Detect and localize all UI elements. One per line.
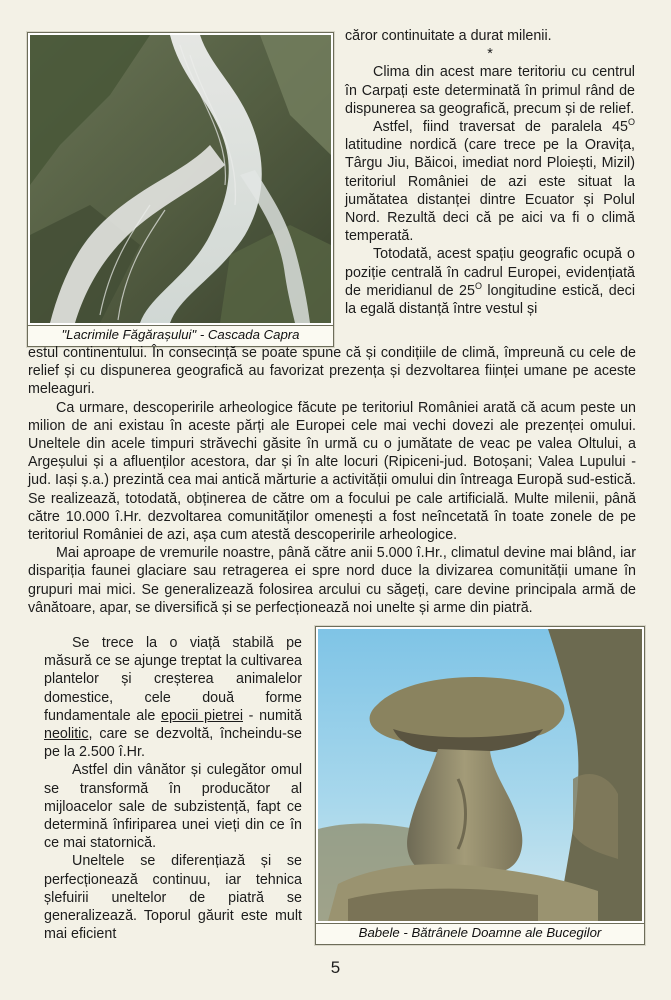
paragraph-neolithic: Se trece la o viață stabilă pe măsură ce se ajunge treptat la cultivarea plantelor și creșterea animalelor domestice, cele două forme fundamentale ale epocii pietrei - numită neolitic, care se dezvoltă, încheindu-se pe la 2.500 î.Hr.: [44, 635, 302, 761]
waterfall-figure: [27, 32, 334, 347]
section-separator: *: [487, 46, 493, 63]
paragraph-producer: Astfel din vânător și culegător omul se transformă în producător al mijloacelor sale de subzistență, fapt ce determină înfiriparea unei vieți din ce în ce mai statornică.: [44, 762, 302, 852]
waterfall-caption: "Lacrimile Făgărașului" - Cascada Capra: [28, 325, 333, 346]
babele-caption: Babele - Bătrânele Doamne ale Bucegilor: [316, 923, 644, 944]
paragraph-archaeology: Ca urmare, descoperirile arheologice făcute pe teritoriul României arată că acum peste un milion de ani existau în aceste părți ale Europei cele mai vechi dovezi ale prezenței omului. Uneltele din acele timpuri străvechi găsite în urmă cu o jumătate de veac pe valea Oltului, a Argeșului și a afluenților acestora, dar și în alte locuri (Ripiceni-jud. Botoșani; Valea Lupului - jud. Iași ș.a.) prezintă cea mai antică mărturie a activității omului din întreaga Europă sud-estică. Se realizează, totodată, obținerea de către om a focului pe cale artificială. Multe milenii, până către 10.000 î.Hr. dezvoltarea comunităților omenești a fost neîncetată în toate zonele de pe teritoriul României de azi, așa cum atestă descoperirile arheologice.: [28, 399, 636, 544]
babele-figure: [315, 626, 645, 945]
continuation-line: căror continuitate a durat milenii.: [345, 28, 552, 44]
babele-photo: [318, 629, 642, 921]
paragraph-climate-change: Mai aproape de vremurile noastre, până către anii 5.000 î.Hr., climatul devine mai blând, iar dispariția faunei glaciare sau retragerea ei spre nord duce la divizarea comunității umane în grupuri mai mici. Se generalizează folosirea arcului cu săgeți, care devine principala armă de vânătoare, apar, se diversifică și se perfecționează noi unelte și arme din piatră.: [28, 545, 636, 616]
term-stone-age: epocii pietrei: [161, 707, 243, 724]
full-width-text: [28, 344, 636, 617]
term-neolithic: neolitic: [44, 726, 89, 743]
paragraph-continent: estul continentului. În consecință se poate spune că și condițiile de climă, împreună cu cele de relief și cu dispunerea geografică au favorizat prezența și dezvoltarea ființei umane pe aceste meleaguri.: [28, 345, 636, 398]
paragraph-meridian: Totodată, acest spațiu geografic ocupă o poziție centrală în cadrul Europei, evidențiată de meridianul de $25^O$ longitudine estică, deci la egală distanță între vestul și: [345, 246, 635, 318]
bottom-left-column: [44, 634, 302, 943]
paragraph-climate: Clima din acest mare teritoriu cu centrul în Carpați este determinată în primul rând de dispunerea sa geografică, precum și de relief.: [345, 64, 635, 117]
paragraph-tools: Uneltele se diferențiază și se perfecționează continuu, iar tehnica șlefuirii uneltelor de piatră se generalizează. Toporul găurit este mult mai eficient: [44, 853, 302, 943]
page-number: 5: [330, 958, 341, 977]
top-right-column: [345, 27, 635, 318]
waterfall-photo: [30, 35, 331, 323]
paragraph-latitude: Astfel, fiind traversat de paralela $45^O$ latitudine nordică (care trece pe la Oravița, Târgu Jiu, Băicoi, imediat nord Ploiești, Mizil) teritoriul României de azi este situat la jumătatea distanței dintre Ecuator și Polul Nord. Rezultă deci că pe aici va fi o climă temperată.: [345, 117, 635, 245]
